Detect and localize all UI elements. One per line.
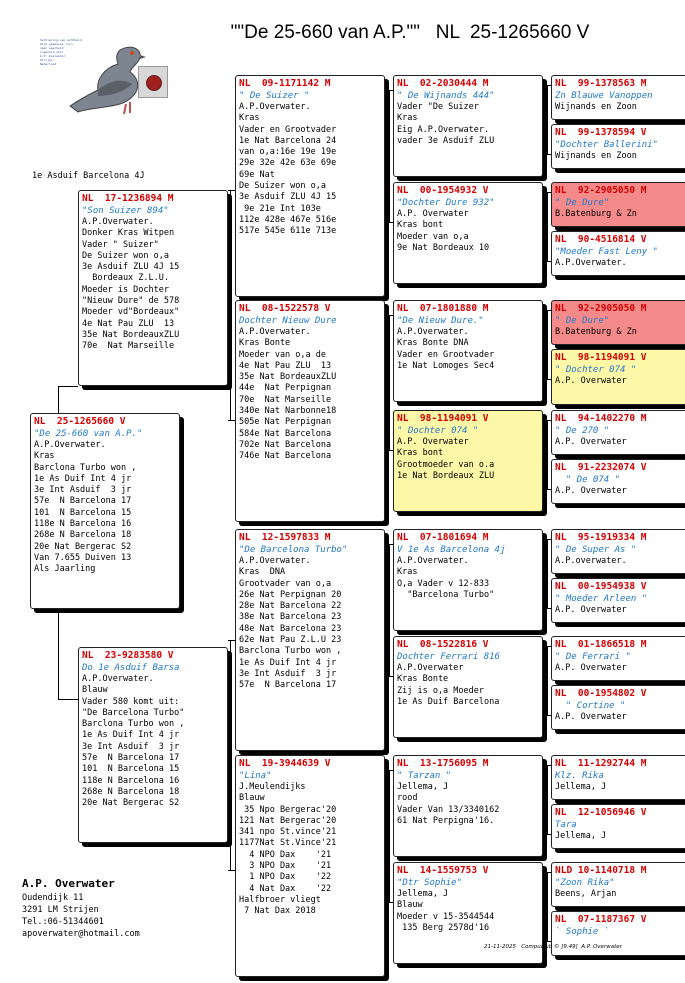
phone-line: Tel.:06-51344601 (22, 917, 104, 927)
pedigree-card-gg3 (393, 300, 543, 402)
card-line: "De Barcelona Turbo" (82, 707, 185, 718)
certificate-text: Verklaring van echtheid Alle gegevens zijn naar waarheid ingevuld door A.P. Overwater Strijen Nederland (40, 38, 82, 66)
card-line: Als Jaarling (34, 564, 96, 575)
ring-number: NL 25-1265660 V (34, 416, 126, 427)
bird-name: Do 1e Asduif Barsa (82, 663, 180, 673)
owner-name: A.P. Overwater (22, 877, 115, 890)
card-line: 1177Nat St.Vince'21 (239, 838, 337, 849)
connector-line (543, 608, 551, 609)
card-line: 44e Nat Perpignan (239, 383, 332, 394)
connector-line (547, 765, 548, 834)
connector-line (547, 310, 548, 379)
card-line: Grootmoeder van o.a (397, 459, 495, 470)
card-line: 20e Nat Bergerac S2 (82, 798, 180, 809)
card-line: A.P.Overwater. (239, 102, 311, 112)
card-line: 505e Nat Perpignan (239, 417, 332, 428)
bird-name: "De Nieuw Dure." (397, 316, 484, 326)
card-line: O,a Vader v 12-833 (397, 578, 490, 589)
ring-number: NL 98-1194091 V (397, 413, 489, 424)
bird-name: "Moeder Fast Leny " (555, 247, 658, 257)
connector-line (385, 315, 393, 316)
ring-number: NL 17-1236894 M (82, 193, 174, 204)
card-line: 746e Nat Barcelona (239, 451, 332, 462)
card-line: 4e Nat Pau ZLU 13 (82, 318, 175, 329)
ring-number: NL 00-1954932 V (397, 185, 489, 196)
card-line: A.P.Overwater. (34, 440, 106, 450)
ring-number: NL 99-1378594 V (555, 127, 647, 138)
card-line: 35e Nat BordeauxZLU (82, 329, 180, 340)
bird-name: " De Dure" (555, 198, 610, 208)
card-line: "Nieuw Dure" de 578 (82, 296, 180, 307)
connector-line (547, 85, 548, 154)
connector-line (228, 190, 235, 191)
card-line: "Barcelona Turbo" (397, 589, 495, 600)
pedigree-card-ggg1 (551, 75, 685, 120)
card-line: 9e 21e Int 103e (239, 203, 321, 214)
bird-name: " De 270 " (555, 426, 610, 436)
card-line: Kras bont (397, 448, 444, 459)
card-line: Eig A.P.Overwater. (397, 124, 490, 135)
bird-name: "De Barcelona Turbo" (239, 545, 348, 555)
pedigree-card-ggg11 (551, 636, 685, 681)
pedigree-card-g3 (235, 529, 385, 751)
card-line: A.P.Overwater (397, 663, 464, 673)
ring-number: NLD 10-1140718 M (555, 865, 647, 876)
connector-line (543, 379, 551, 380)
card-line: van o,a:16e 19e 19e (239, 147, 337, 158)
bird-name: Zn Blauwe Vanoppen (555, 91, 653, 101)
card-line: 35 Npo Bergerac'20 (239, 804, 337, 815)
card-line: Barclona Turbo won , (34, 462, 137, 473)
ring-number: NL 08-1522816 V (397, 639, 489, 650)
pedigree-card-gg4 (393, 410, 543, 512)
bird-name: " De Wijnands 444" (397, 91, 495, 101)
connector-line (385, 544, 393, 545)
card-line: 20e Nat Bergerac S2 (34, 541, 132, 552)
card-line: Kras Bonte (239, 338, 291, 349)
card-line: A.P. Overwater (555, 712, 627, 722)
card-line: 3e Int Asduif 3 jr (239, 668, 337, 679)
top-note: 1e Asduif Barcelona 4J (32, 171, 145, 181)
ring-number: NL 02-2030444 M (397, 78, 489, 89)
connector-line (385, 90, 393, 91)
card-line: Vader "De Suizer (397, 102, 479, 112)
card-line: Kras (397, 113, 418, 124)
bird-name: Dochter Ferrari 816 (397, 652, 500, 662)
pedigree-card-ggg4 (551, 231, 685, 276)
ring-number: NL 00-1954938 V (555, 581, 647, 592)
connector-line (385, 902, 393, 903)
ring-number: NL 00-1954802 V (555, 688, 647, 699)
ring-number: NL 08-1522578 V (239, 303, 331, 314)
pedigree-card-gg7 (393, 755, 543, 857)
connector-line (543, 310, 551, 311)
card-line: 29e 32e 42e 63e 69e (239, 158, 337, 169)
card-line: vader 3e Asduif ZLU (397, 135, 495, 146)
connector-line (543, 261, 551, 262)
card-line: 341 npo St.vince'21 (239, 827, 337, 838)
pedigree-card-ggg10 (551, 578, 685, 623)
card-line: Vader en Grootvader (239, 124, 337, 135)
bird-name: " Dochter 074 " (555, 365, 637, 375)
pedigree-card-ggg12 (551, 685, 685, 730)
card-line: A.P. Overwater (397, 437, 469, 447)
card-line: Moeder van o,a (397, 231, 469, 242)
logo (40, 36, 165, 120)
card-line: 1e Nat Bordeaux ZLU (397, 470, 495, 481)
bird-name: "Son Suizer 894" (82, 206, 169, 216)
bird-name: " De Suizer " (239, 91, 310, 101)
card-line: Zij is o,a Moeder (397, 685, 484, 696)
ring-number: NL 99-1378563 M (555, 78, 647, 89)
connector-line (385, 676, 393, 677)
card-line: 4 Nat Dax '22 (239, 883, 332, 894)
connector-line (547, 192, 548, 261)
card-line: 4e Nat Pau ZLU 13 (239, 360, 332, 371)
pedigree-card-ggg13 (551, 755, 685, 800)
connector-line (547, 872, 548, 941)
card-line: 3e Asduif ZLU 4J 15 (82, 262, 180, 273)
card-line: Wijnands en Zoon (555, 102, 637, 112)
ring-number: NL 11-1292744 M (555, 758, 647, 769)
card-line: A.P. Overwater (555, 663, 627, 673)
bird-name: "De 25-660 van A.P." (34, 429, 143, 439)
pedigree-card-dam (78, 647, 228, 843)
card-line: 9e Nat Bordeaux 10 (397, 242, 490, 253)
card-line: Jellema, J (555, 782, 607, 792)
card-line: A.P. Overwater (555, 486, 627, 496)
card-line: Vader " Suizer" (82, 239, 159, 250)
connector-line (543, 85, 551, 86)
card-line: rood (397, 793, 418, 804)
connector-line (228, 870, 235, 871)
pedigree-card-ggg9 (551, 529, 685, 574)
connector-line (547, 420, 548, 489)
card-line: Kras Bonte DNA (397, 338, 469, 349)
card-line: A.P. Overwater (555, 605, 627, 615)
card-line: 1e Nat Lomoges Sec4 (397, 360, 495, 371)
ring-number: NL 94-1402270 M (555, 413, 647, 424)
card-line: 135 Berg 2578d'16 (397, 922, 490, 933)
connector-line (543, 420, 551, 421)
pedigree-card-ggg3 (551, 182, 685, 227)
card-line: 1e Nat Barcelona 24 (239, 135, 337, 146)
pedigree-card-gg6 (393, 636, 543, 738)
connector-line (543, 715, 551, 716)
card-line: Blauw (397, 900, 423, 911)
card-line: 268e N Barcelona 18 (82, 786, 180, 797)
ring-number: NL 07-1187367 V (555, 914, 647, 925)
connector-line (543, 646, 551, 647)
card-line: 7 Nat Dax 2018 (239, 906, 316, 917)
connector-line (547, 646, 548, 715)
card-line: Kras Bonte (397, 674, 449, 685)
pedigree-card-g4 (235, 755, 385, 977)
connector-line (230, 640, 231, 870)
card-line: 57e N Barcelona 17 (82, 753, 180, 764)
card-line: A.P.Overwater. (555, 258, 627, 268)
card-line: A.P. Overwater (555, 376, 627, 386)
ring-number: NL 09-1171142 M (239, 78, 331, 89)
pedigree-card-subject (30, 413, 180, 609)
bird-name: Klz. Rika (555, 771, 604, 781)
card-line: Beens, Arjan (555, 889, 617, 899)
bird-name: "Dtr Sophie" (397, 878, 463, 888)
connector-line (385, 770, 393, 771)
ring-number: NL 01-1866518 M (555, 639, 647, 650)
pigeon-icon (60, 36, 150, 116)
card-line: A.P.overwater. (555, 556, 627, 566)
bird-name: "Dochter Dure 932" (397, 198, 495, 208)
card-line: B.Batenburg & Zn (555, 327, 637, 337)
connector-line (58, 699, 78, 700)
card-line: Bordeaux Z.L.U. (82, 273, 169, 284)
card-line: A.P.Overwater. (397, 556, 469, 566)
card-line: 69e Nat (239, 169, 275, 180)
pedigree-card-g2 (235, 300, 385, 522)
card-line: Vader 580 komt uit: (82, 696, 180, 707)
card-line: 48e Nat Barcelona 23 (239, 623, 342, 634)
connector-line (230, 190, 231, 420)
pedigree-card-ggg7 (551, 410, 685, 455)
card-line: A.P.Overwater. (82, 217, 154, 227)
connector-line (543, 192, 551, 193)
card-line: Jellema, J (397, 889, 449, 899)
bird-name: "Zoon Rika" (555, 878, 615, 888)
card-line: 517e 545e 611e 713e (239, 226, 337, 237)
card-line: 121 Nat Bergerac'20 (239, 815, 337, 826)
bird-name: Dochter Nieuw Dure (239, 316, 337, 326)
ring-number: NL 14-1559753 V (397, 865, 489, 876)
card-line: 28e Nat Barcelona 22 (239, 601, 342, 612)
card-line: Vader Van 13/3340162 (397, 804, 500, 815)
card-line: 702e Nat Barcelona (239, 439, 332, 450)
bird-name: " De 074 " (555, 475, 621, 485)
bird-name: " Cortine " (555, 701, 626, 711)
card-line: Kras bont (397, 220, 444, 231)
card-line: 3e Int Asduif 3 jr (34, 485, 132, 496)
ring-number: NL 92-2905050 M (555, 185, 647, 196)
pedigree-card-g1 (235, 75, 385, 297)
connector-line (389, 315, 390, 450)
pedigree-card-sire (78, 190, 228, 386)
card-line: Kras (239, 113, 260, 124)
connector-line (389, 770, 390, 902)
card-line: 112e 428e 467e 516e (239, 214, 337, 225)
card-line: Kras (34, 451, 55, 462)
ring-number: NL 92-2905050 M (555, 303, 647, 314)
card-line: 70e Nat Marseille (239, 394, 332, 405)
card-line: Jellema, J (555, 831, 607, 841)
ring-number: NL 91-2232074 V (555, 462, 647, 473)
card-line: A.P.Overwater. (397, 327, 469, 337)
footer-credit: 21-11-2025 Compuclub © [9.49] A.P. Overwater (484, 944, 622, 950)
pedigree-card-ggg14 (551, 804, 685, 849)
pedigree-card-ggg8 (551, 459, 685, 504)
pedigree-card-gg2 (393, 182, 543, 284)
ring-number: NL 23-9283580 V (82, 650, 174, 661)
card-line: Moeder van o,a de (239, 349, 326, 360)
bird-name: "Lina" (239, 771, 272, 781)
card-line: 35e Nat BordeauxZLU (239, 372, 337, 383)
bird-name: "Dochter Ballerini" (555, 140, 658, 150)
card-line: Moeder v 15-3544544 (397, 911, 495, 922)
card-line: A.P.Overwater. (239, 556, 311, 566)
card-line: 62e Nat Pau Z.L.U 23 (239, 635, 342, 646)
card-line: Donker Kras Witpen (82, 228, 175, 239)
connector-line (228, 640, 235, 641)
card-line: 1e As Duif Int 4 jr (82, 730, 180, 741)
card-line: 26e Nat Perpignan 20 (239, 589, 342, 600)
connector-line (543, 539, 551, 540)
bird-name: " Tarzan " (397, 771, 452, 781)
card-line: De Suizer won o,a (239, 181, 326, 192)
card-line: Blauw (239, 793, 265, 804)
bird-name: " De Dure" (555, 316, 610, 326)
connector-line (58, 386, 78, 387)
pedigree-card-ggg15 (551, 862, 685, 907)
card-line: Barclona Turbo won , (82, 719, 185, 730)
connector-line (58, 609, 59, 699)
ring-number: NL 07-1801694 M (397, 532, 489, 543)
ring-number: NL 98-1194091 V (555, 352, 647, 363)
card-line: 118e N Barcelona 16 (34, 519, 132, 530)
connector-line (543, 489, 551, 490)
bird-name: " Moeder Arleen " (555, 594, 648, 604)
card-line: 57e N Barcelona 17 (239, 680, 337, 691)
card-line: Barclona Turbo won , (239, 646, 342, 657)
pedigree-card-gg1 (393, 75, 543, 177)
card-line: Jellema, J (397, 782, 449, 792)
card-line: Grootvader van o,a (239, 578, 332, 589)
pedigree-title: ""De 25-660 van A.P."" NL 25-1265660 V (230, 22, 590, 43)
connector-line (543, 941, 551, 942)
ring-number: NL 12-1597833 M (239, 532, 331, 543)
card-line: 1 NPO Dax '22 (239, 872, 332, 883)
card-line: Kras (397, 567, 418, 578)
card-line: 4 NPO Dax '21 (239, 849, 332, 860)
connector-line (228, 420, 235, 421)
card-line: 118e N Barcelona 16 (82, 775, 180, 786)
card-line: Moeder vd"Bordeaux" (82, 307, 180, 318)
bird-name: " De Ferrari " (555, 652, 631, 662)
card-line: A.P.Overwater. (82, 674, 154, 684)
connector-line (389, 90, 390, 222)
bird-name: V 1e As Barcelona 4j (397, 545, 506, 555)
card-line: 57e N Barcelona 17 (34, 496, 132, 507)
card-line: 70e Nat Marseille (82, 341, 175, 352)
card-line: 3 NPO Dax '21 (239, 861, 332, 872)
pedigree-card-gg5 (393, 529, 543, 631)
card-line: A.P. Overwater (555, 437, 627, 447)
seal-icon (138, 66, 168, 98)
connector-line (543, 872, 551, 873)
card-line: 101 N Barcelona 15 (34, 507, 132, 518)
card-line: 3e Asduif ZLU 4J 15 (239, 192, 337, 203)
ring-number: NL 13-1756095 M (397, 758, 489, 769)
card-line: Halfbroer vliegt (239, 894, 321, 905)
postal-line: 3291 LM Strijen (22, 905, 99, 915)
connector-line (389, 544, 390, 676)
connector-line (547, 539, 548, 608)
ring-number: NL 19-3944639 V (239, 758, 331, 769)
card-line: A.P. Overwater (397, 209, 469, 219)
card-line: 1e As Duif Int 4 jr (34, 473, 132, 484)
pedigree-card-ggg2 (551, 124, 685, 169)
email-line[interactable]: apoverwater@hotmail.com (22, 929, 140, 939)
bird-name: Tara (555, 820, 577, 830)
address-line: Oudendijk 11 (22, 893, 84, 903)
connector-line (543, 834, 551, 835)
card-line: Vader en Grootvader (397, 349, 495, 360)
connector-line (385, 450, 393, 451)
connector-line (58, 386, 59, 413)
card-line: 1e As Duif Int 4 jr (239, 657, 337, 668)
card-line: 38e Nat Barcelona 23 (239, 612, 342, 623)
pedigree-card-ggg5 (551, 300, 685, 345)
card-line: Kras DNA (239, 567, 286, 578)
card-line: A.P.Overwater. (239, 327, 311, 337)
connector-line (543, 765, 551, 766)
connector-line (385, 222, 393, 223)
card-line: 268e N Barcelona 18 (34, 530, 132, 541)
card-line: Wijnands en Zoon (555, 151, 637, 161)
card-line: Van 7.655 Duiven 13 (34, 552, 132, 563)
bird-name: " Dochter 074 " (397, 426, 479, 436)
ring-number: NL 12-1056946 V (555, 807, 647, 818)
card-line: 1e As Duif Barcelona (397, 696, 500, 707)
card-line: Blauw (82, 685, 108, 696)
ring-number: NL 95-1919334 M (555, 532, 647, 543)
card-line: 61 Nat Perpigna'16. (397, 815, 495, 826)
card-line: De Suizer won o,a (82, 250, 169, 261)
card-line: Moeder is Dochter (82, 284, 169, 295)
card-line: 584e Nat Barcelona (239, 428, 332, 439)
owner-contact (22, 876, 140, 940)
connector-line (543, 154, 551, 155)
card-line: 3e Int Asduif 3 jr (82, 741, 180, 752)
card-line: B.Batenburg & Zn (555, 209, 637, 219)
card-line: J.Meulendijks (239, 782, 306, 792)
ring-number: NL 07-1801880 M (397, 303, 489, 314)
card-line: 101 N Barcelona 15 (82, 764, 180, 775)
pedigree-card-ggg6 (551, 349, 685, 405)
bird-name: ` Sophie ` (555, 927, 610, 937)
ring-number: NL 90-4516814 V (555, 234, 647, 245)
bird-name: " De Super As " (555, 545, 637, 555)
card-line: 340e Nat Narbonne18 (239, 406, 337, 417)
